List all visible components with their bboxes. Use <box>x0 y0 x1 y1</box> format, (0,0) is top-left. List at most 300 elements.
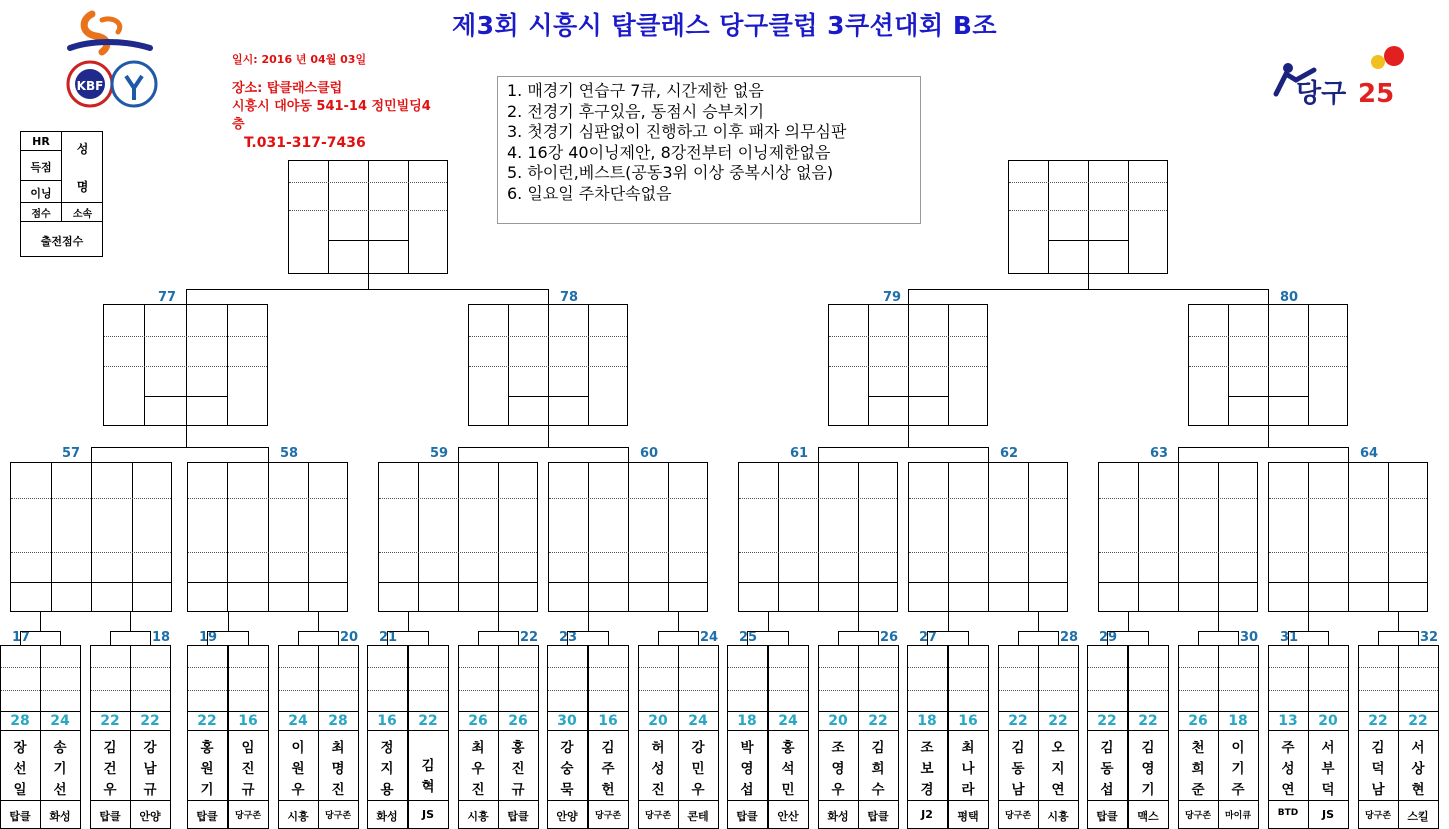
match-number: 26 <box>880 630 899 645</box>
player-name: 장 선 일 <box>13 740 27 798</box>
bracket-connector <box>658 631 699 645</box>
box-divider <box>1228 396 1308 397</box>
box-divider <box>10 582 172 583</box>
player-cell <box>588 645 629 829</box>
cell-divider <box>1129 690 1168 691</box>
bracket-connector <box>858 612 859 631</box>
bracket-connector <box>1107 631 1149 645</box>
box-column <box>186 304 187 426</box>
rule-item: 6. 일요일 주차단속없음 <box>507 183 672 203</box>
player-club: 안양 <box>139 810 161 823</box>
player-cell <box>0 645 41 829</box>
box-divider <box>909 498 1067 499</box>
match-number: 80 <box>1280 290 1299 305</box>
cell-divider <box>908 667 947 668</box>
entry-score: 16 <box>958 713 978 729</box>
box-divider <box>188 552 347 553</box>
bracket-connector <box>387 631 429 645</box>
player-club: 탑클 <box>736 810 758 823</box>
event-address: 시흥시 대야동 541-14 정민빌딩4 <box>232 99 431 114</box>
box-column <box>144 304 145 426</box>
entry-score: 22 <box>100 713 120 729</box>
entry-score: 22 <box>1048 713 1068 729</box>
box-divider <box>829 366 987 367</box>
cell-divider <box>1218 711 1259 712</box>
entry-score: 22 <box>1408 713 1428 729</box>
box-divider <box>508 396 588 397</box>
box-divider <box>469 366 627 367</box>
box-column <box>458 462 459 612</box>
match-number: 64 <box>1360 446 1379 461</box>
player-name: 임 진 규 <box>241 740 255 798</box>
box-divider <box>1048 240 1128 241</box>
cell-divider <box>41 690 80 691</box>
player-cell <box>228 645 269 829</box>
bracket-connector <box>368 274 369 289</box>
entry-score: 18 <box>917 713 937 729</box>
box-divider <box>868 396 948 397</box>
svg-text:25: 25 <box>1358 79 1395 108</box>
bracket-connector <box>1308 612 1309 631</box>
player-cell <box>318 645 359 829</box>
cell-divider <box>588 730 629 731</box>
cell-divider <box>41 667 80 668</box>
box-column <box>308 462 309 612</box>
cell-divider <box>949 667 988 668</box>
match-number: 77 <box>158 290 177 305</box>
bracket-connector <box>1178 447 1349 462</box>
match-number: 59 <box>430 446 449 461</box>
event-venue: 장소: 탑클래스클럽 <box>232 81 343 96</box>
cell-divider <box>948 730 989 731</box>
player-name: 김 주 헌 <box>601 740 615 798</box>
entry-score: 18 <box>1228 713 1248 729</box>
entry-score: 22 <box>1368 713 1388 729</box>
box-column <box>948 462 949 612</box>
player-cell <box>90 645 131 829</box>
box-divider <box>187 582 348 583</box>
box-divider <box>1269 552 1427 553</box>
bracket-connector <box>818 447 989 462</box>
bracket-connector <box>567 631 609 645</box>
match-number: 31 <box>1280 630 1299 645</box>
cell-divider <box>769 667 808 668</box>
cell-divider <box>858 711 899 712</box>
box-column <box>1268 304 1269 426</box>
box-divider <box>104 366 267 367</box>
player-cell <box>1087 645 1128 829</box>
player-cell <box>498 645 539 829</box>
match-number: 24 <box>700 630 719 645</box>
player-cell <box>1308 645 1349 829</box>
player-name: 김 덕 남 <box>1371 740 1385 798</box>
bracket-connector <box>1218 612 1219 631</box>
box-column <box>268 462 269 612</box>
box-divider <box>1099 552 1257 553</box>
bracket-connector <box>20 631 61 645</box>
bracket-connector <box>678 612 679 631</box>
cell-divider <box>547 730 588 731</box>
cell-divider <box>187 711 228 712</box>
player-club: 시흥 <box>287 810 309 823</box>
player-cell <box>278 645 319 829</box>
bracket-connector <box>1268 426 1269 447</box>
bracket-connector <box>1378 631 1419 645</box>
bracket-connector <box>838 631 879 645</box>
match-number: 20 <box>340 630 359 645</box>
cell-divider <box>319 690 358 691</box>
box-column <box>132 462 133 612</box>
box-divider <box>144 396 227 397</box>
bracket-connector <box>1088 274 1089 289</box>
bracket-connector <box>130 612 131 631</box>
cell-divider <box>1268 730 1309 731</box>
entry-score: 20 <box>1318 713 1338 729</box>
cell-divider <box>1039 690 1078 691</box>
player-name: 조 영 우 <box>831 740 845 798</box>
box-column <box>948 304 949 426</box>
cell-divider <box>1399 690 1438 691</box>
box-divider <box>379 498 537 499</box>
player-name: 이 원 우 <box>291 740 305 798</box>
match-number: 22 <box>520 630 539 645</box>
entry-score: 20 <box>828 713 848 729</box>
player-cell <box>727 645 768 829</box>
player-cell <box>367 645 408 829</box>
player-club: 당구존 <box>234 811 262 821</box>
box-divider <box>11 498 171 499</box>
box-column <box>868 304 869 426</box>
cell-divider <box>90 711 131 712</box>
box-divider <box>549 498 707 499</box>
cell-divider <box>130 711 171 712</box>
cell-divider <box>0 711 41 712</box>
cell-divider <box>1038 711 1079 712</box>
box-divider <box>1099 498 1257 499</box>
cell-divider <box>1309 690 1348 691</box>
player-name: 박 영 섭 <box>740 740 754 798</box>
bracket-connector <box>927 631 969 645</box>
player-cell <box>638 645 679 829</box>
box-divider <box>469 336 627 337</box>
box-column <box>988 462 989 612</box>
legend-name-1: 성 <box>76 142 89 156</box>
match-number: 63 <box>1150 446 1169 461</box>
cell-divider <box>548 690 587 691</box>
bracket-connector <box>1198 631 1239 645</box>
player-club: 당구존 <box>594 811 622 821</box>
cell-divider <box>949 690 988 691</box>
player-name: 강 남 규 <box>143 740 157 798</box>
cell-divider <box>408 711 449 712</box>
cell-divider <box>769 690 808 691</box>
rule-item: 1. 매경기 연습구 7큐, 시간제한 없음 <box>507 81 764 100</box>
match-number: 19 <box>199 630 218 645</box>
cell-divider <box>907 711 948 712</box>
cell-divider <box>228 711 269 712</box>
bracket-connector <box>408 612 409 631</box>
cell-divider <box>278 711 319 712</box>
cell-divider <box>547 711 588 712</box>
cell-divider <box>499 667 538 668</box>
box-divider <box>289 210 447 211</box>
cell-divider <box>459 690 498 691</box>
box-column <box>1228 304 1229 426</box>
cell-divider <box>819 690 858 691</box>
cell-divider <box>1128 730 1169 731</box>
match-number: 21 <box>379 630 398 645</box>
box-column <box>1048 160 1049 274</box>
player-name: 홍 진 규 <box>511 740 525 798</box>
cell-divider <box>1039 667 1078 668</box>
box-column <box>588 462 589 612</box>
bracket-connector <box>318 612 319 631</box>
player-name: 김 건 우 <box>103 740 117 798</box>
cell-divider <box>318 730 359 731</box>
cell-divider <box>1087 711 1128 712</box>
cell-divider <box>768 730 809 731</box>
entry-score: 22 <box>418 713 438 729</box>
box-divider <box>378 582 538 583</box>
entry-score: 22 <box>868 713 888 729</box>
box-column <box>1138 462 1139 612</box>
cell-divider <box>999 690 1038 691</box>
legend-points: 점수 <box>31 209 51 220</box>
player-name: 최 명 진 <box>331 740 345 798</box>
cell-divider <box>279 690 318 691</box>
box-column <box>51 462 52 612</box>
player-cell <box>408 645 449 829</box>
cell-divider <box>409 690 448 691</box>
bracket-connector <box>458 447 629 462</box>
match-number: 18 <box>152 630 171 645</box>
entry-score: 22 <box>197 713 217 729</box>
bracket-connector <box>1038 612 1039 631</box>
cell-divider <box>1128 711 1169 712</box>
box-column <box>368 160 369 274</box>
player-club: 스킬 <box>1407 810 1429 823</box>
entry-score: 22 <box>1008 713 1028 729</box>
box-column <box>1308 304 1309 426</box>
cell-divider <box>727 711 768 712</box>
player-club: 탑클 <box>196 810 218 823</box>
player-name: 김 영 기 <box>1141 740 1155 798</box>
player-name: 천 희 준 <box>1191 740 1205 798</box>
match-number: 60 <box>640 446 659 461</box>
legend-name-2: 명 <box>76 180 89 194</box>
cell-divider <box>1179 667 1218 668</box>
cell-divider <box>589 690 628 691</box>
player-cell <box>1038 645 1079 829</box>
entry-score: 28 <box>10 713 30 729</box>
match-number: 17 <box>12 630 31 645</box>
player-cell <box>998 645 1039 829</box>
player-name: 이 기 주 <box>1231 740 1245 798</box>
player-cell <box>948 645 989 829</box>
player-name: 최 우 진 <box>471 740 485 798</box>
box-column <box>227 462 228 612</box>
box-column <box>508 304 509 426</box>
cell-divider <box>859 667 898 668</box>
cell-divider <box>1359 690 1398 691</box>
entry-score: 24 <box>288 713 308 729</box>
player-cell <box>130 645 171 829</box>
cell-divider <box>130 730 171 731</box>
player-cell <box>458 645 499 829</box>
cell-divider <box>318 711 359 712</box>
cell-divider <box>188 690 227 691</box>
cell-divider <box>728 667 767 668</box>
cell-divider <box>1309 667 1348 668</box>
cell-divider <box>907 730 948 731</box>
cell-divider <box>1358 711 1399 712</box>
cell-divider <box>818 711 859 712</box>
cell-divider <box>368 667 407 668</box>
player-cell <box>1358 645 1399 829</box>
player-cell <box>678 645 719 829</box>
cell-divider <box>639 690 678 691</box>
cell-divider <box>1038 730 1079 731</box>
cell-divider <box>1219 667 1258 668</box>
cell-divider <box>279 667 318 668</box>
bracket-connector <box>91 447 269 462</box>
page-title: 제3회 시흥시 탑클래스 당구클럽 3쿠션대회 B조 <box>451 11 998 40</box>
cell-divider <box>188 667 227 668</box>
match-number: 79 <box>883 290 902 305</box>
cell-divider <box>1178 711 1219 712</box>
bracket-connector <box>768 612 769 631</box>
rule-item: 5. 하이런,베스트(공동3위 이상 중복시상 없음) <box>507 163 834 182</box>
player-name: 송 기 선 <box>53 740 67 798</box>
event-address-2: 층 <box>232 117 245 132</box>
cell-divider <box>638 711 679 712</box>
entry-score: 18 <box>737 713 757 729</box>
cell-divider <box>0 730 41 731</box>
player-cell <box>40 645 81 829</box>
bracket-connector <box>1288 631 1329 645</box>
player-cell <box>907 645 948 829</box>
cell-divider <box>229 690 268 691</box>
bracket-connector <box>186 426 187 447</box>
cell-divider <box>638 730 679 731</box>
cell-divider <box>409 667 448 668</box>
box-column <box>418 462 419 612</box>
cell-divider <box>367 711 408 712</box>
entry-score: 16 <box>598 713 618 729</box>
cell-divider <box>368 690 407 691</box>
cell-divider <box>728 690 767 691</box>
cell-divider <box>90 730 131 731</box>
box-column <box>1128 160 1129 274</box>
svg-text:당구: 당구 <box>1296 79 1347 108</box>
entry-score: 26 <box>508 713 528 729</box>
bracket-connector <box>1128 612 1129 631</box>
box-column <box>1388 462 1389 612</box>
box-column <box>91 462 92 612</box>
cell-divider <box>458 711 499 712</box>
bracket-connector <box>948 612 949 631</box>
box-column <box>628 462 629 612</box>
player-name: 김 동 남 <box>1011 740 1025 798</box>
cell-divider <box>948 711 989 712</box>
bracket-connector <box>747 631 789 645</box>
player-club: 당구존 <box>1364 811 1392 821</box>
match-number: 23 <box>559 630 578 645</box>
box-column <box>548 304 549 426</box>
entry-score: 26 <box>1188 713 1208 729</box>
cell-divider <box>1269 690 1308 691</box>
player-name: 김 혁 <box>421 758 435 795</box>
box-column <box>1178 462 1179 612</box>
box-column <box>908 304 909 426</box>
cell-divider <box>91 690 130 691</box>
cell-divider <box>1219 690 1258 691</box>
cell-divider <box>1359 667 1398 668</box>
cell-divider <box>498 711 539 712</box>
player-cell <box>1128 645 1169 829</box>
player-club: 화성 <box>49 810 71 823</box>
box-divider <box>739 498 897 499</box>
box-divider <box>289 182 447 183</box>
cell-divider <box>499 690 538 691</box>
legend-club: 소속 <box>72 209 93 220</box>
cell-divider <box>589 667 628 668</box>
box-divider <box>908 582 1068 583</box>
player-club: 평택 <box>957 810 979 823</box>
match-number: 62 <box>1000 446 1019 461</box>
box-divider <box>11 552 171 553</box>
entry-score: 24 <box>688 713 708 729</box>
cell-divider <box>1 667 40 668</box>
match-number: 78 <box>560 290 579 305</box>
cell-divider <box>1218 730 1259 731</box>
player-club: J2 <box>921 808 933 821</box>
rule-item: 2. 전경기 후구있음, 동점시 승부치기 <box>507 101 765 121</box>
cell-divider <box>229 667 268 668</box>
player-club: 시흥 <box>467 810 489 823</box>
bracket-connector <box>186 289 550 304</box>
player-club: 탑클 <box>1096 810 1118 823</box>
box-column <box>408 160 409 274</box>
player-club: JS <box>421 808 434 821</box>
cell-divider <box>1088 690 1127 691</box>
event-date: 일시: 2016 년 04월 03일 <box>232 53 367 66</box>
player-name: 강 숭 묵 <box>560 740 574 798</box>
bracket-connector <box>908 289 1269 304</box>
event-phone: T.031-317-7436 <box>244 135 366 151</box>
player-club: 당구존 <box>644 811 672 821</box>
box-column <box>498 462 499 612</box>
bracket-connector <box>298 631 339 645</box>
cell-divider <box>819 667 858 668</box>
cell-divider <box>228 730 269 731</box>
player-club: 당구존 <box>1004 811 1032 821</box>
player-name: 홍 원 기 <box>200 740 214 798</box>
box-divider <box>738 582 898 583</box>
entry-score: 24 <box>778 713 798 729</box>
rule-item: 4. 16강 40이닝제안, 8강전부터 이닝제한없음 <box>507 142 831 162</box>
player-club: 시흥 <box>1047 810 1069 823</box>
cell-divider <box>278 730 319 731</box>
player-cell <box>768 645 809 829</box>
cell-divider <box>818 730 859 731</box>
box-column <box>328 160 329 274</box>
box-divider <box>1268 582 1428 583</box>
cell-divider <box>858 730 899 731</box>
box-column <box>1088 160 1089 274</box>
cell-divider <box>998 730 1039 731</box>
box-column <box>227 304 228 426</box>
